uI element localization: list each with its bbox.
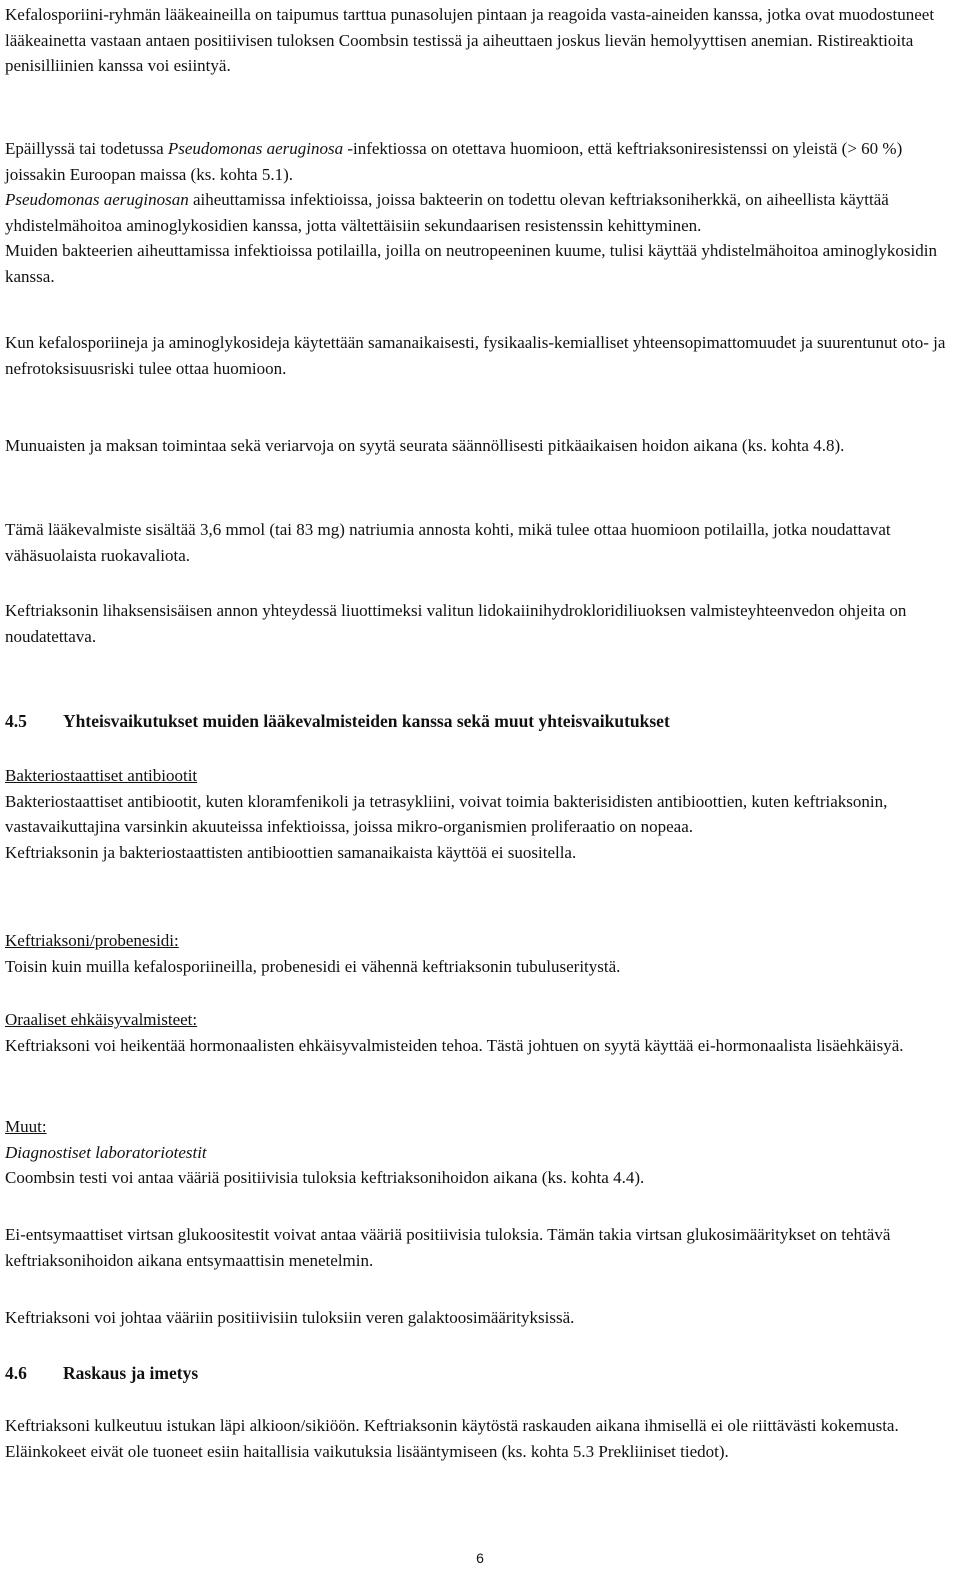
paragraph-text: Bakteriostaattiset antibiootit, kuten kloramfenikoli ja tetrasykliini, voivat toimia bakterisidisten antibioottien, kuten keftriaksonin, vastavaikuttajina varsinkin akuuteissa infektioissa, joissa mikro-organismien proliferaatio on nopeaa. xyxy=(5,791,888,837)
italic-organism-name: Pseudomonas aeruginosa xyxy=(167,139,344,158)
text-span: -infektiossa on otettava huomioon, että keftriaksoniresistenssi on yleistä (> 60 %) joissakin Euroopan maissa (ks. kohta 5.1). xyxy=(5,139,903,184)
paragraph-resistance xyxy=(5,136,955,187)
paragraph-sodium xyxy=(5,517,955,568)
paragraph-galactose xyxy=(5,1305,955,1331)
paragraph-neutropenic-fever: Muiden bakteerien aiheuttamissa infektioissa potilailla, joilla on neutropeeninen kuume, tulisi käyttää yhdistelmähoitoa aminoglykosidin kanssa. xyxy=(5,241,937,286)
text-span: Epäillyssä tai todetussa xyxy=(5,139,168,158)
paragraph-pregnancy xyxy=(5,1413,955,1464)
paragraph-text: Kefalosporiini-ryhmän lääkeaineilla on taipumus tarttua punasolujen pintaan ja reagoida vasta-aineiden kanssa, jotka ovat muodostuneet lääkeainetta vastaan antaen positiivisen tuloksen Coombsin testissä ja aiheuttaen joskus lievän hemolyyttisen anemian. Ristireaktioita penisilliinien kanssa voi esiintyä. xyxy=(5,5,935,76)
paragraph-text: Keftriaksoni kulkeutuu istukan läpi alkioon/sikiöön. Keftriaksonin käytöstä raskauden aikana ihmisellä ei ole riittävästi kokemusta. Eläinkokeet eivät ole tuoneet esiin haitallisia vaikutuksia lisääntymiseen (ks. kohta 5.3 Prekliiniset tiedot). xyxy=(5,1416,899,1461)
subsection-oral-contraceptives xyxy=(5,1007,955,1058)
section-number: 4.5 xyxy=(5,711,27,731)
paragraph-text: Toisin kuin muilla kefalosporiineilla, probenesidi ei vähennä keftriaksonin tubuluseritystä. xyxy=(5,956,621,976)
section-heading-4-6 xyxy=(5,1360,198,1386)
subheading-other: Muut: xyxy=(5,1117,47,1136)
section-title: Raskaus ja imetys xyxy=(63,1363,199,1383)
paragraph-text: Keftriaksoni voi heikentää hormonaalisten ehkäisyvalmisteiden tehoa. Tästä johtuen on syytä käyttää ei-hormonaalista lisäehkäisyä. xyxy=(5,1035,904,1055)
paragraph-text: Kun kefalosporiineja ja aminoglykosideja käytettään samanaikaisesti, fysikaalis-kemialliset yhteensopimattomuudet ja suurentunut oto- ja nefrotoksisuusriski tulee ottaa huomioon. xyxy=(5,333,946,378)
paragraph-text: Ei-entsymaattiset virtsan glukoositestit voivat antaa vääriä positiivisia tuloksia. Tämän takia virtsan glukosimääritykset on tehtävä keftriaksonihoidon aikana entsymaattisin menetelmin. xyxy=(5,1225,891,1270)
paragraph-aminoglycosides xyxy=(5,330,955,381)
paragraph-text: Keftriaksonin ja bakteriostaattisten antibioottien samanaikaista käyttöä ei suositella. xyxy=(5,842,577,862)
paragraph-coombs-hemolysis xyxy=(5,2,955,79)
paragraph-text: Tämä lääkevalmiste sisältää 3,6 mmol (tai 83 mg) natriumia annosta kohti, mikä tulee ottaa huomioon potilailla, jotka noudattavat vähäsuolaista ruokavaliota. xyxy=(5,520,891,565)
paragraph-combination-therapy xyxy=(5,187,955,238)
paragraph-text: Coombsin testi voi antaa vääriä positiivisia tuloksia keftriaksonihoidon aikana (ks. kohta 4.4). xyxy=(5,1168,645,1188)
paragraph-monitoring xyxy=(5,433,955,459)
paragraph-text: Munuaisten ja maksan toimintaa sekä veriarvoja on syytä seurata säännöllisesti pitkäaikaisen hoidon aikana (ks. kohta 4.8). xyxy=(5,436,845,455)
subheading-diagnostic-tests: Diagnostiset laboratoriotestit xyxy=(5,1142,207,1162)
subheading-oral-contraceptives: Oraaliset ehkäisyvalmisteet: xyxy=(5,1010,198,1029)
subsection-bacteriostatic xyxy=(5,763,955,865)
paragraph-text: Keftriaksoni voi johtaa vääriin positiivisiin tuloksiin veren galaktoosimäärityksissä. xyxy=(5,1308,575,1327)
page-number: 6 xyxy=(476,1550,484,1566)
paragraph-glucose-tests xyxy=(5,1222,955,1273)
paragraph-text: Keftriaksonin lihaksensisäisen annon yhteydessä liuottimeksi valitun lidokaiinihydrokloridiliuoksen valmisteyhteenvedon ohjeita on noudatettava. xyxy=(5,601,907,646)
italic-organism-name: Pseudomonas aeruginosan xyxy=(5,190,189,210)
subsection-probenecid xyxy=(5,928,955,979)
section-number: 4.6 xyxy=(5,1363,27,1383)
paragraph-lidocaine xyxy=(5,598,955,649)
paragraph-pseudomonas-block xyxy=(5,136,955,290)
section-title: Yhteisvaikutukset muiden lääkevalmisteiden kanssa sekä muut yhteisvaikutukset xyxy=(63,711,670,731)
subheading-bacteriostatic: Bakteriostaattiset antibiootit xyxy=(5,766,198,785)
subsection-other xyxy=(5,1114,955,1191)
section-heading-4-5 xyxy=(5,708,670,734)
text-span: aiheuttamissa infektioissa, joissa bakteerin on todettu olevan keftriaksoniherkkä, on aiheellista käyttää yhdistelmähoitoa aminoglykosidien kanssa, jotta vältettäisiin sekundaarisen resistenssin kehittyminen. xyxy=(5,190,889,235)
subheading-probenecid: Keftriaksoni/probenesidi: xyxy=(5,931,179,950)
